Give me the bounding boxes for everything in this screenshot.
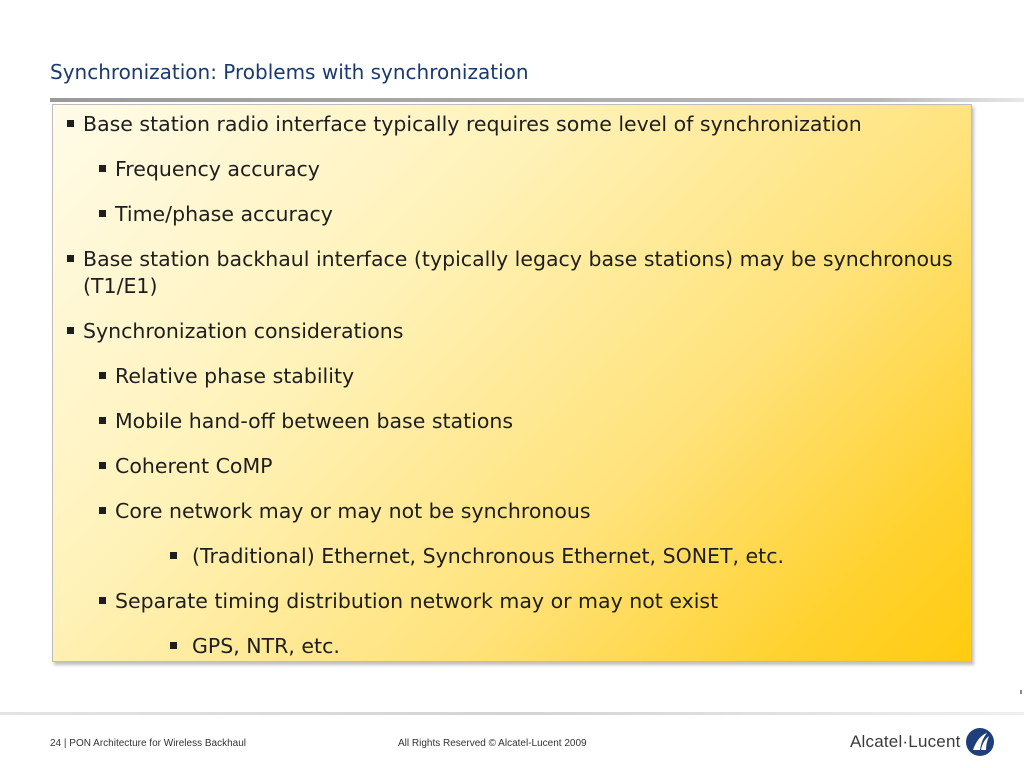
square-bullet-icon <box>67 327 74 334</box>
bullet-text: Relative phase stability <box>115 364 355 388</box>
sub-sub-bullet-item <box>65 633 961 660</box>
footer-divider <box>0 712 1024 715</box>
logo-wordmark: Alcatel·Lucent <box>850 732 961 751</box>
bullet-item <box>65 318 961 345</box>
footer-page-info: 24 | PON Architecture for Wireless Backhaul <box>50 738 247 749</box>
bullet-text: Mobile hand-off between base stations <box>115 409 514 433</box>
square-bullet-icon <box>67 255 74 262</box>
sub-bullet-item <box>65 201 961 228</box>
sub-sub-bullet-item <box>65 543 961 570</box>
square-bullet-icon <box>99 507 106 514</box>
bullet-list <box>65 111 961 678</box>
bullet-text: Core network may or may not be synchronous <box>115 499 591 523</box>
bullet-item <box>65 111 961 138</box>
square-bullet-icon <box>170 642 177 649</box>
bullet-text: Synchronization considerations <box>83 319 404 343</box>
square-bullet-icon <box>99 372 106 379</box>
square-bullet-icon <box>99 165 106 172</box>
edge-tick-mark <box>1020 690 1022 694</box>
bullet-text: Base station radio interface typically requires some level of synchronization <box>83 112 862 136</box>
sub-bullet-item <box>65 156 961 183</box>
sub-bullet-item <box>65 408 961 435</box>
company-logo <box>850 726 995 758</box>
square-bullet-icon <box>99 462 106 469</box>
square-bullet-icon <box>99 210 106 217</box>
alcatel-lucent-logo-icon <box>965 727 995 757</box>
bullet-text: Time/phase accuracy <box>115 202 333 226</box>
bullet-text: Separate timing distribution network may or may not exist <box>115 589 719 613</box>
bullet-text: (Traditional) Ethernet, Synchronous Ethernet, SONET, etc. <box>192 544 784 568</box>
sub-bullet-item <box>65 453 961 480</box>
sub-bullet-item <box>65 588 961 615</box>
sub-bullet-item <box>65 363 961 390</box>
title-divider <box>50 98 1024 102</box>
square-bullet-icon <box>67 120 74 127</box>
bullet-item <box>65 246 961 300</box>
sub-bullet-item <box>65 498 961 525</box>
footer-copyright: All Rights Reserved © Alcatel-Lucent 2009 <box>398 738 587 749</box>
square-bullet-icon <box>99 417 106 424</box>
bullet-text: Frequency accuracy <box>115 157 320 181</box>
square-bullet-icon <box>99 597 106 604</box>
slide-title: Synchronization: Problems with synchronization <box>50 60 529 84</box>
bullet-text: GPS, NTR, etc. <box>192 634 340 658</box>
square-bullet-icon <box>170 552 177 559</box>
bullet-text: Coherent CoMP <box>115 454 273 478</box>
bullet-text: Base station backhaul interface (typically legacy base stations) may be synchronous (T1/E1) <box>83 247 953 298</box>
content-box <box>52 104 972 662</box>
